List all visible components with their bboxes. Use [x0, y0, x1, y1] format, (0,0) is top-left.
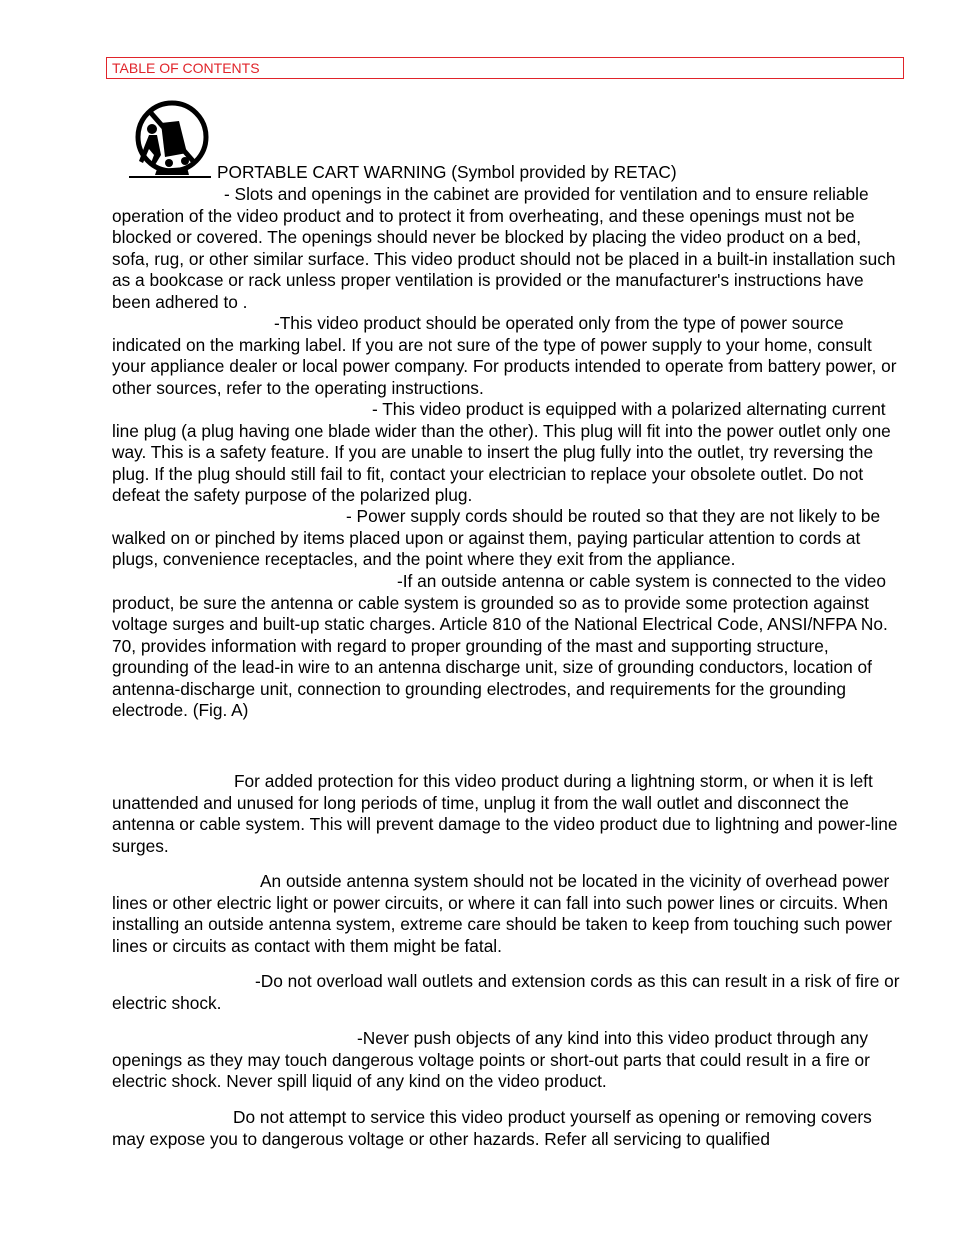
- table-of-contents-link[interactable]: TABLE OF CONTENTS: [106, 57, 904, 79]
- paragraph-power-cord-protection: - Power supply cords should be routed so that they are not likely to be walked on or pinched by items placed upon or against them, paying particular attention to cords at plugs, convenience receptacles, and the point where they exit from the appliance.: [112, 506, 881, 569]
- paragraph-lightning: For added protection for this video product during a lightning storm, or when it is left unattended and unused for long periods of time, unplug it from the wall outlet and disconnect the antenna or cable system. This will prevent damage to the video product due to lightning and power-line surges.: [112, 771, 898, 856]
- paragraph-antenna-grounding: -If an outside antenna or cable system is connected to the video product, be sure the antenna or cable system is grounded so as to provide some protection against voltage surges and built-up static charges. Article 810 of the National Electrical Code, ANSI/NFPA No. 70, provides information with regard to proper grounding of the mast and supporting structure, grounding of the lead-in wire to an antenna discharge unit, size of grounding conductors, location of antenna-discharge unit, connection to grounding electrodes, and requirements for the grounding electrode. (Fig. A): [112, 571, 888, 720]
- paragraph-polarization: - This video product is equipped with a polarized alternating current line plug (a plug having one blade wider than the other). This plug will fit into the power outlet only one way. This is a safety feature. If you are unable to insert the plug fully into the outlet, try reversing the plug. If the plug should still fail to fit, contact your electrician to replace your obsolete outlet. Do not defeat the safety purpose of the polarized plug.: [112, 399, 891, 505]
- portable-cart-warning-icon: [127, 99, 213, 183]
- cart-warning-title: PORTABLE CART WARNING (Symbol provided by RETAC): [217, 162, 677, 182]
- paragraph-power-lines: An outside antenna system should not be located in the vicinity of overhead power lines or other electric light or power circuits, or where it can fall into such power lines or circuits. When installing an outside antenna system, extreme care should be taken to keep from touching such power lines or circuits as contact with them might be fatal.: [112, 871, 893, 956]
- paragraph-overloading: -Do not overload wall outlets and extension cords as this can result in a risk of fire or electric shock.: [112, 971, 900, 1013]
- paragraph-power-sources: -This video product should be operated only from the type of power source indicated on the marking label. If you are not sure of the type of power supply to your home, consult your appliance dealer or local power company. For products intended to operate from battery power, or other sources, refer to the operating instructions.: [112, 313, 897, 398]
- paragraph-ventilation: - Slots and openings in the cabinet are provided for ventilation and to ensure reliable operation of the video product and to protect it from overheating, and these openings must not be blocked or covered. The openings should never be blocked by placing the video product on a bed, sofa, rug, or other similar surface. This video product should not be placed in a built-in installation such as a bookcase or rack unless proper ventilation is provided or the manufacturer's instructions have been adhered to .: [112, 184, 896, 312]
- paragraph-servicing: Do not attempt to service this video product yourself as opening or removing covers may expose you to dangerous voltage or other hazards. Refer all servicing to qualified: [112, 1107, 872, 1149]
- paragraph-object-liquid-entry: -Never push objects of any kind into this video product through any openings as they may touch dangerous voltage points or short-out parts that could result in a fire or electric shock. Never spill liquid of any kind on the video product.: [112, 1028, 870, 1091]
